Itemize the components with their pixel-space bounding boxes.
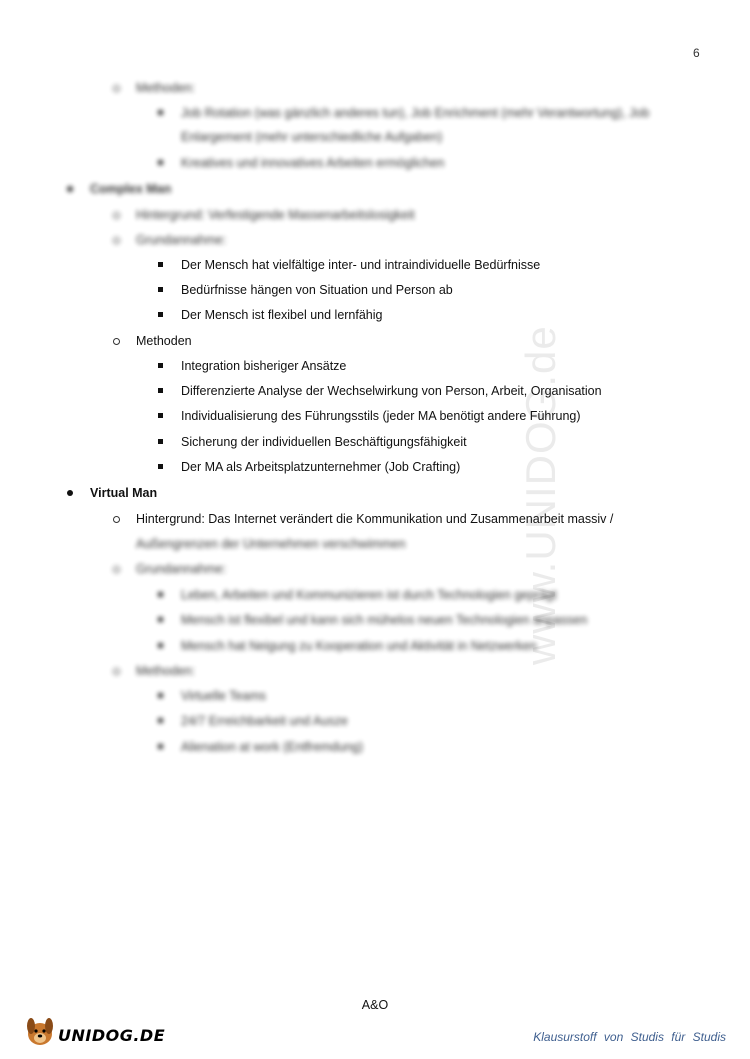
outline-text: Leben, Arbeiten und Kommunizieren ist durch Technologien geprägt [181, 588, 557, 602]
outline-text: Integration bisheriger Ansätze [181, 359, 347, 373]
outline-text: Virtuelle Teams [181, 689, 266, 703]
outline-text: Grundannahme: [136, 562, 227, 576]
outline-text: Enlargement (mehr unterschiedliche Aufgaben) [181, 130, 443, 144]
section-heading-text: Complex Man [90, 182, 172, 196]
square-bullet-icon [158, 388, 163, 393]
logo-text: UNIDOG.DE [58, 1026, 166, 1045]
outline-text: Hintergrund: Verfestigende Massenarbeitslosigkeit [136, 208, 415, 222]
square-bullet-icon [158, 287, 163, 292]
hollow-circle-bullet-icon [113, 85, 120, 92]
square-bullet-icon [158, 643, 163, 648]
outline-text: Job Rotation (was gänzlich anderes tun), Job Enrichment (mehr Verantwortung), Job [181, 106, 650, 120]
hollow-circle-bullet-icon [113, 212, 120, 219]
square-bullet-icon [158, 160, 163, 165]
outline-text: Der Mensch ist flexibel und lernfähig [181, 308, 383, 322]
hollow-circle-bullet-icon [113, 668, 120, 675]
outline-text: Sicherung der individuellen Beschäftigungsfähigkeit [181, 435, 467, 449]
outline-text: Außengrenzen der Unternehmen verschwimmen [136, 537, 406, 551]
square-bullet-icon [158, 312, 163, 317]
hollow-circle-bullet-icon [113, 516, 120, 523]
section-heading-text: Virtual Man [90, 486, 158, 500]
page-number: 6 [693, 46, 700, 60]
outline-text: Grundannahme: [136, 233, 227, 247]
footer-tagline: Klausurstoff von Studis für Studis [533, 1030, 726, 1044]
outline-text: Methoden: [136, 81, 196, 95]
outline-text: Bedürfnisse hängen von Situation und Person ab [181, 283, 453, 297]
square-bullet-icon [158, 592, 163, 597]
hollow-circle-bullet-icon [113, 566, 120, 573]
outline-text: Mensch hat Neigung zu Kooperation und Aktivität in Netzwerken [181, 639, 537, 653]
hollow-circle-bullet-icon [113, 338, 120, 345]
square-bullet-icon [158, 110, 163, 115]
outline-text: 24/7 Erreichbarkeit und Ausze [181, 714, 348, 728]
square-bullet-icon [158, 744, 163, 749]
outline-text: Individualisierung des Führungsstils (jeder MA benötigt andere Führung) [181, 409, 581, 423]
unidog-logo [22, 1012, 182, 1048]
square-bullet-icon [158, 363, 163, 368]
square-bullet-icon [158, 718, 163, 723]
square-bullet-icon [158, 693, 163, 698]
dog-mascot-icon [22, 1012, 58, 1048]
watermark: www.UNIDOG.de [517, 325, 564, 665]
outline-text: Alienation at work (Entfremdung) [181, 740, 364, 754]
outline-text: Methoden: [136, 664, 196, 678]
square-bullet-icon [158, 439, 163, 444]
outline-text: Differenzierte Analyse der Wechselwirkung von Person, Arbeit, Organisation [181, 384, 602, 398]
filled-circle-bullet-icon [67, 490, 73, 496]
outline-text: Kreatives und innovatives Arbeiten ermöglichen [181, 156, 445, 170]
square-bullet-icon [158, 262, 163, 267]
square-bullet-icon [158, 464, 163, 469]
square-bullet-icon [158, 617, 163, 622]
outline-text: Der MA als Arbeitsplatzunternehmer (Job Crafting) [181, 460, 461, 474]
outline-text: Mensch ist flexibel und kann sich mühelos neuen Technologien anpassen [181, 613, 588, 627]
footer-title: A&O [361, 998, 389, 1012]
hollow-circle-bullet-icon [113, 237, 120, 244]
square-bullet-icon [158, 413, 163, 418]
outline-text: Hintergrund: Das Internet verändert die Kommunikation und Zusammenarbeit massiv / [136, 512, 614, 526]
outline-text: Der Mensch hat vielfältige inter- und intraindividuelle Bedürfnisse [181, 258, 541, 272]
outline-text: Methoden [136, 334, 192, 348]
filled-circle-bullet-icon [67, 186, 73, 192]
